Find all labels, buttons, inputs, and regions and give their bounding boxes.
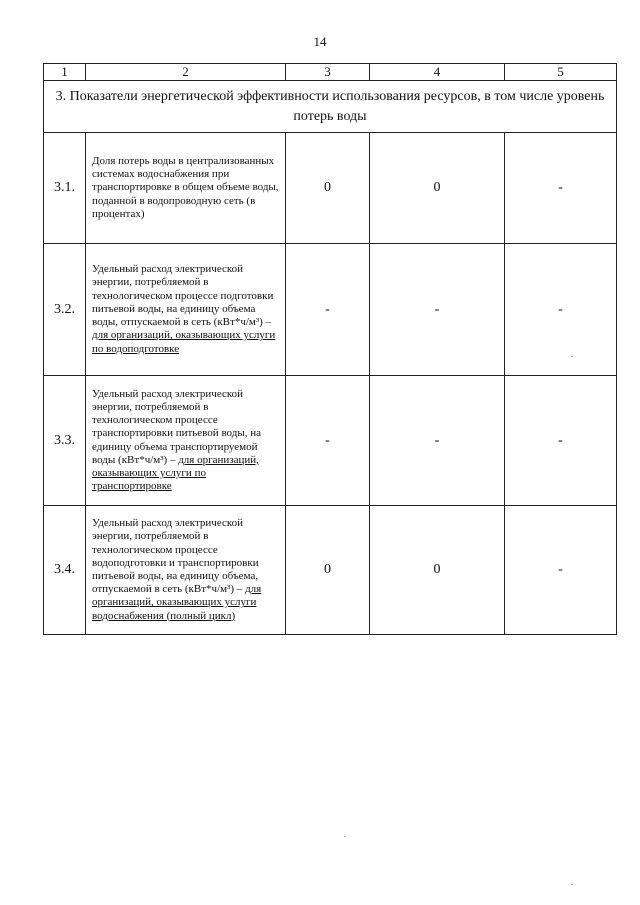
- table-row: [44, 133, 617, 244]
- value-col4: 0: [370, 506, 505, 635]
- row-description: [86, 244, 286, 376]
- column-header-5: 5: [505, 64, 617, 81]
- row-description: [86, 376, 286, 506]
- description-text: Удельный расход электрической энергии, потребляемой в технологическом процессе водоподготовки и транспортировки питьевой воды, на единицу объема, отпускаемой в сеть (кВт*ч/м³) –: [92, 517, 259, 596]
- scan-speck: [571, 884, 573, 885]
- value-col5: -: [505, 506, 617, 635]
- row-number: 3.3.: [44, 376, 86, 506]
- row-number: 3.2.: [44, 244, 86, 376]
- column-header-2: 2: [86, 64, 286, 81]
- value-col3: 0: [286, 506, 370, 635]
- description-text: Доля потерь воды в централизованных системах водоснабжения при транспортировке в общем объеме воды, поданной в водопроводную сеть (в процентах): [92, 154, 279, 220]
- value-col3: -: [286, 244, 370, 376]
- description-text: Удельный расход электрической энергии, потребляемой в технологическом процессе подготовки питьевой воды, на единицу объема воды, отпускаемой в сеть (кВт*ч/м³) –: [92, 263, 274, 329]
- table-row: [44, 244, 617, 376]
- value-col5: -: [505, 133, 617, 244]
- scan-speck: [571, 356, 573, 357]
- section-header-row: [44, 81, 617, 133]
- value-col4: -: [370, 376, 505, 506]
- description-text: Удельный расход электрической энергии, потребляемой в технологическом процессе транспортировки питьевой воды, на единицу объема транспортируемой воды (кВт*ч/м³) –: [92, 387, 261, 466]
- description-underlined-text: для организаций, оказывающих услуги водоснабжения (полный цикл): [92, 583, 262, 622]
- description-underlined-text: для организаций, оказывающих услуги по транспортировке: [92, 453, 259, 493]
- value-col5: -: [505, 376, 617, 506]
- row-number: 3.4.: [44, 506, 86, 635]
- value-col5: -: [505, 244, 617, 376]
- section-title: 3. Показатели энергетической эффективности использования ресурсов, в том числе уровень потерь воды: [44, 81, 617, 133]
- page-number: 14: [313, 34, 327, 49]
- table-row: [44, 376, 617, 506]
- indicators-table: [43, 63, 617, 635]
- table-row: [44, 506, 617, 635]
- column-header-4: 4: [370, 64, 505, 81]
- column-header-3: 3: [286, 64, 370, 81]
- value-col3: -: [286, 376, 370, 506]
- value-col4: 0: [370, 133, 505, 244]
- value-col3: 0: [286, 133, 370, 244]
- row-description: [86, 506, 286, 635]
- row-number: 3.1.: [44, 133, 86, 244]
- value-col4: -: [370, 244, 505, 376]
- description-underlined-text: для организаций, оказывающих услуги по водоподготовке: [92, 329, 276, 355]
- column-header-1: 1: [44, 64, 86, 81]
- column-number-header-row: [44, 64, 617, 81]
- row-description: [86, 133, 286, 244]
- scan-speck: [344, 836, 346, 837]
